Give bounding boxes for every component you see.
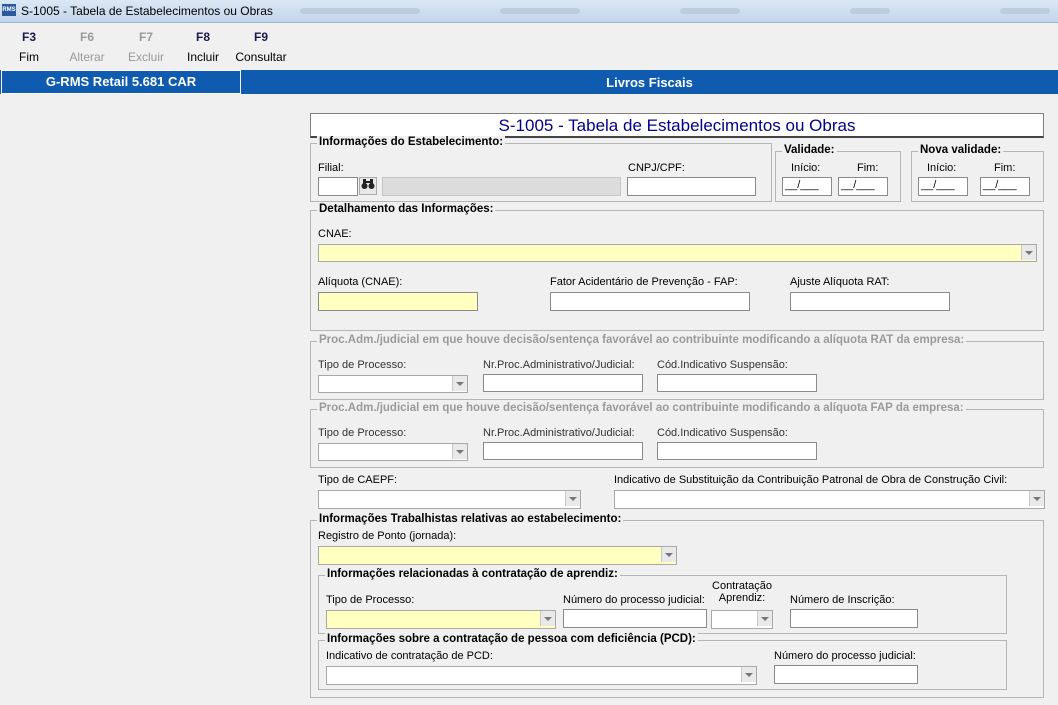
nova-validade-legend: Nova validade: — [920, 144, 1002, 156]
window-title-bar — [0, 0, 1058, 23]
blurred-title-area — [850, 8, 890, 14]
contratacao-label-line2: Aprendiz: — [718, 592, 766, 604]
app-version: G-RMS Retail 5.681 CAR — [1, 70, 241, 94]
estabelecimento-legend: Informações do Estabelecimento: — [319, 136, 504, 148]
fim-button[interactable] — [12, 30, 46, 64]
excluir-shortcut: F7 — [138, 30, 153, 44]
chevron-down-icon[interactable] — [1029, 491, 1044, 506]
chevron-down-icon[interactable] — [452, 444, 467, 459]
nova-validade-inicio-label: Início: — [927, 162, 957, 174]
validade-inicio-input[interactable]: __/___ — [782, 177, 832, 196]
filial-description — [382, 177, 621, 196]
pcd-legend: Informações sobre a contratação de pessoa com deficiência (PCD): — [327, 633, 696, 645]
rat-label: Ajuste Alíquota RAT: — [790, 276, 890, 288]
blurred-title-area — [500, 8, 580, 14]
inscricao-label: Número de Inscrição: — [790, 594, 895, 606]
alterar-button[interactable] — [64, 30, 110, 64]
ponto-label: Registro de Ponto (jornada): — [318, 530, 457, 542]
proc-rat-legend: Proc.Adm./judicial em que houve decisão/sentença favorável ao contribuinte modificando a alíquota RAT da empresa: — [319, 334, 965, 346]
detalhamento-group — [310, 203, 1044, 331]
fap-label: Fator Acidentário de Prevenção - FAP: — [550, 276, 738, 288]
alterar-label: Alterar — [69, 50, 105, 64]
blurred-title-area — [300, 8, 420, 14]
consultar-label: Consultar — [235, 50, 287, 64]
proc-fap-cod-input[interactable] — [657, 442, 817, 460]
cnpj-input[interactable] — [627, 177, 756, 196]
filial-label: Filial: — [318, 162, 344, 174]
binoculars-icon[interactable] — [359, 177, 377, 195]
aliquota-label: Alíquota (CNAE): — [318, 276, 403, 288]
cnpj-label: CNPJ/CPF: — [628, 162, 685, 174]
cnae-select[interactable] — [318, 244, 1037, 262]
aprendiz-num-proc-label: Número do processo judicial: — [563, 594, 705, 606]
validade-legend: Validade: — [784, 144, 835, 156]
pcd-indicativo-select[interactable] — [326, 666, 757, 685]
aprendiz-tipo-label: Tipo de Processo: — [326, 594, 415, 606]
chevron-down-icon[interactable] — [452, 376, 467, 391]
alterar-shortcut: F6 — [79, 30, 94, 44]
chevron-down-icon[interactable] — [741, 667, 756, 682]
validade-inicio-label: Início: — [791, 162, 821, 174]
aprendiz-legend: Informações relacionadas à contratação de aprendiz: — [327, 568, 618, 580]
pcd-num-proc-input[interactable] — [774, 665, 918, 684]
chevron-down-icon[interactable] — [540, 611, 555, 626]
proc-fap-legend: Proc.Adm./judicial em que houve decisão/sentença favorável ao contribuinte modificando a alíquota FAP da empresa: — [319, 402, 964, 414]
incluir-label: Incluir — [186, 50, 219, 64]
nova-validade-fim-input[interactable]: __/___ — [980, 177, 1030, 196]
incluir-shortcut: F8 — [195, 30, 210, 44]
chevron-down-icon[interactable] — [565, 491, 580, 506]
fim-label: Fim — [19, 50, 39, 64]
rat-input[interactable] — [790, 292, 950, 311]
app-icon: RMS — [2, 4, 16, 16]
detalhamento-legend: Detalhamento das Informações: — [319, 203, 494, 215]
trabalhistas-legend: Informações Trabalhistas relativas ao estabelecimento: — [319, 513, 622, 525]
proc-rat-tipo-label: Tipo de Processo: — [318, 359, 407, 371]
proc-rat-tipo-select[interactable] — [318, 375, 468, 393]
contratacao-label-line1: Contratação — [712, 580, 772, 592]
incluir-button[interactable] — [182, 30, 224, 64]
validade-fim-label: Fim: — [857, 162, 879, 174]
ponto-select[interactable] — [318, 546, 677, 565]
proc-fap-cod-label: Cód.Indicativo Suspensão: — [657, 427, 788, 439]
blurred-title-area — [1000, 8, 1050, 14]
fap-input[interactable] — [550, 292, 750, 311]
proc-rat-cod-label: Cód.Indicativo Suspensão: — [657, 359, 788, 371]
aprendiz-num-proc-input[interactable] — [563, 609, 707, 628]
contratacao-aprendiz-select[interactable] — [711, 610, 773, 629]
caepf-select[interactable] — [318, 490, 581, 509]
consultar-button[interactable] — [234, 30, 288, 64]
excluir-button[interactable] — [124, 30, 168, 64]
chevron-down-icon[interactable] — [661, 547, 676, 562]
proc-rat-cod-input[interactable] — [657, 374, 817, 392]
contratacao-aprendiz-label — [711, 580, 773, 604]
nova-validade-fim-label: Fim: — [994, 162, 1016, 174]
consultar-shortcut: F9 — [253, 30, 268, 44]
blurred-title-area — [680, 8, 740, 14]
nova-validade-inicio-input[interactable]: __/___ — [918, 177, 968, 196]
proc-fap-tipo-select[interactable] — [318, 443, 468, 461]
proc-rat-nr-input[interactable] — [483, 374, 643, 392]
cnae-label: CNAE: — [318, 228, 352, 240]
proc-fap-nr-label: Nr.Proc.Administrativo/Judicial: — [483, 427, 635, 439]
chevron-down-icon[interactable] — [757, 611, 772, 626]
substituicao-label: Indicativo de Substituição da Contribuição Patronal de Obra de Construção Civil: — [614, 474, 1008, 486]
proc-fap-tipo-label: Tipo de Processo: — [318, 427, 407, 439]
pcd-num-proc-label: Número do processo judicial: — [774, 650, 916, 662]
aprendiz-tipo-select[interactable] — [326, 610, 556, 629]
excluir-label: Excluir — [127, 50, 164, 64]
inscricao-input[interactable] — [790, 609, 918, 628]
chevron-down-icon[interactable] — [1021, 245, 1036, 260]
form-title: S-1005 - Tabela de Estabelecimentos ou Obras — [310, 113, 1044, 138]
substituicao-select[interactable] — [614, 490, 1045, 509]
pcd-indicativo-label: Indicativo de contratação de PCD: — [326, 650, 493, 662]
aliquota-input[interactable] — [318, 292, 478, 311]
fim-shortcut: F3 — [21, 30, 36, 44]
caepf-label: Tipo de CAEPF: — [318, 474, 398, 486]
proc-fap-nr-input[interactable] — [483, 442, 643, 460]
module-name: Livros Fiscais — [606, 75, 693, 90]
validade-fim-input[interactable]: __/___ — [838, 177, 888, 196]
window-title: S-1005 - Tabela de Estabelecimentos ou Obras — [21, 4, 273, 18]
filial-input[interactable] — [318, 177, 358, 196]
module-bar — [0, 70, 1058, 94]
proc-rat-nr-label: Nr.Proc.Administrativo/Judicial: — [483, 359, 635, 371]
